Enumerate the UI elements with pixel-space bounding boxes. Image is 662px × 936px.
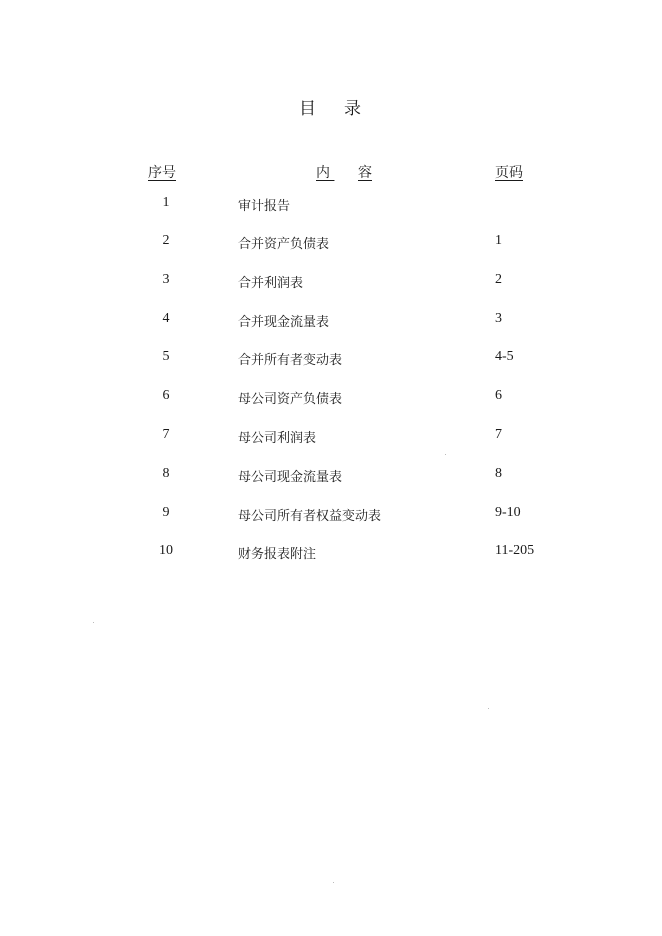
scan-speck — [488, 708, 489, 709]
toc-row — [0, 427, 662, 447]
toc-row — [0, 233, 662, 253]
toc-index: 5 — [162, 349, 170, 364]
toc-row — [0, 272, 662, 292]
toc-page: 1 — [495, 233, 502, 248]
toc-row — [0, 505, 662, 525]
page-title-right: 录 — [344, 99, 363, 119]
toc-title: 母公司资产负债表 — [238, 392, 343, 407]
toc-title: 母公司所有者权益变动表 — [238, 509, 382, 524]
toc-page: 6 — [495, 388, 502, 403]
toc-title: 合并利润表 — [238, 276, 304, 291]
toc-page: 11-205 — [495, 543, 535, 558]
header-index: 序号 — [148, 165, 176, 181]
toc-index: 6 — [162, 388, 170, 403]
toc-index: 4 — [162, 311, 170, 326]
toc-row — [0, 543, 662, 563]
toc-title: 合并资产负债表 — [238, 237, 330, 252]
toc-index: 3 — [162, 272, 170, 287]
toc-index: 7 — [162, 427, 170, 442]
toc-title: 母公司利润表 — [238, 431, 317, 446]
toc-index: 10 — [159, 543, 173, 558]
header-content-left: 内 — [316, 165, 330, 181]
toc-page: 7 — [495, 427, 502, 442]
toc-index: 1 — [162, 195, 170, 210]
scan-speck — [93, 622, 94, 623]
toc-row — [0, 195, 662, 215]
toc-page: 4-5 — [495, 349, 514, 364]
page-title-left: 目 — [299, 99, 318, 119]
page-title — [0, 94, 662, 119]
toc-page: 9-10 — [495, 505, 521, 520]
toc-title: 审计报告 — [238, 199, 291, 214]
scan-speck — [333, 882, 334, 883]
toc-index: 8 — [162, 466, 170, 481]
header-page: 页码 — [495, 165, 523, 181]
toc-title: 合并现金流量表 — [238, 315, 330, 330]
scan-speck — [445, 454, 446, 455]
header-content — [316, 162, 372, 182]
toc-page: 8 — [495, 466, 502, 481]
toc-row — [0, 311, 662, 331]
header-content-right: 容 — [358, 165, 372, 181]
toc-title: 财务报表附注 — [238, 547, 317, 562]
toc-page: 2 — [495, 272, 502, 287]
toc-row — [0, 388, 662, 408]
toc-index: 2 — [162, 233, 170, 248]
toc-row — [0, 466, 662, 486]
toc-page: 3 — [495, 311, 502, 326]
toc-title: 母公司现金流量表 — [238, 470, 343, 485]
toc-index: 9 — [162, 505, 170, 520]
toc-title: 合并所有者变动表 — [238, 353, 343, 368]
toc-row — [0, 349, 662, 369]
